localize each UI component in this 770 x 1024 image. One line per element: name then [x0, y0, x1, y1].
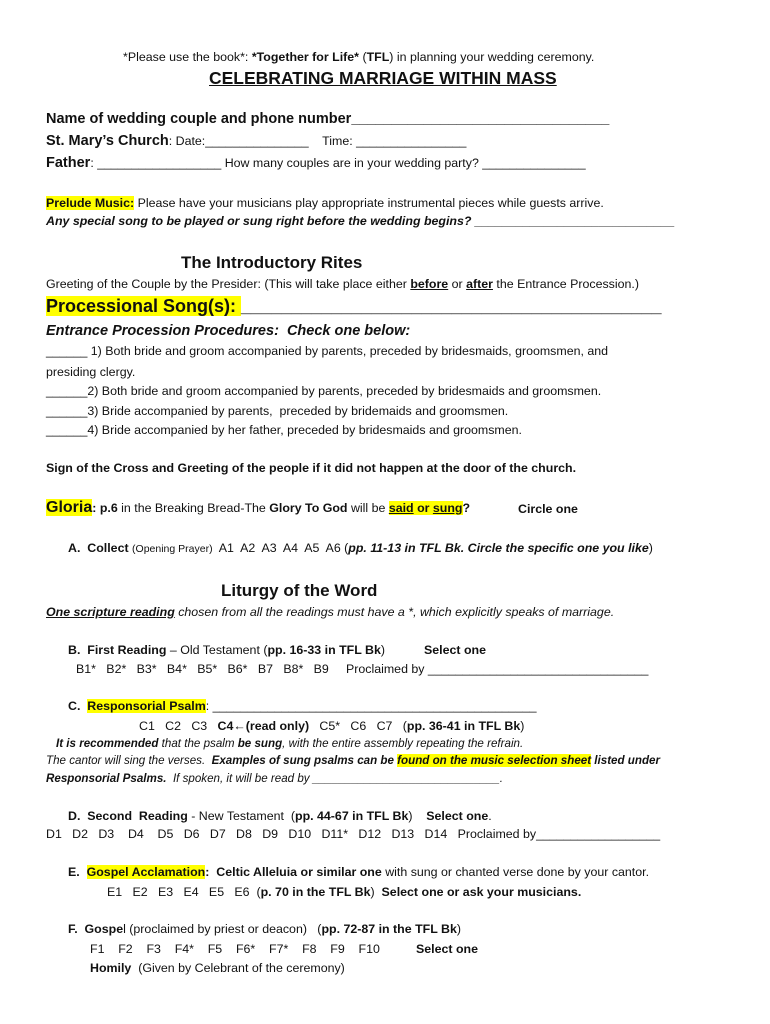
psalm-ref: pp. 36-41 in TFL Bk [406, 719, 521, 733]
introductory-rites-heading: The Introductory Rites [181, 253, 363, 272]
homily-rest: (Given by Celebrant of the ceremony) [131, 961, 345, 975]
second-reading-line [68, 808, 492, 824]
first-reading-line [68, 642, 385, 658]
gospel-accl-close: ) [370, 885, 382, 899]
page-title: CELEBRATING MARRIAGE WITHIN MASS [209, 68, 557, 88]
intro-pre: *Please use the book*: [123, 50, 252, 64]
gospel-label: F. Gospe [68, 922, 124, 936]
gloria-sung: sung [432, 501, 463, 515]
liturgy-rule [46, 604, 614, 620]
first-reading-dash: – Old Testament ( [166, 643, 268, 657]
psalm-cantor-a: The cantor will sing the verses. [46, 754, 212, 767]
psalm-line [68, 698, 537, 714]
greeting-after: after [466, 277, 493, 291]
gloria-text-a: in the Breaking Bread-The [117, 501, 270, 515]
intro-tfl: TFL [366, 50, 390, 64]
prelude-label: Prelude Music: [46, 196, 135, 210]
procedure-option-4: ______4) Bride accompanied by her father, preceded by bridesmaids and groomsmen. [46, 423, 522, 437]
psalm-cantor-c: found on the music selection sheet [397, 754, 592, 767]
collect-close: ) [648, 541, 653, 555]
church-date-time: : Date:_______________ Time: ________________ [168, 134, 467, 148]
collect-paren: (Opening Prayer) [132, 543, 213, 555]
second-reading-dot: . [488, 809, 492, 823]
greeting-text-b: the Entrance Procession.) [492, 277, 639, 291]
psalm-letter: C. [68, 699, 88, 713]
gospel-acclamation-options [107, 884, 581, 900]
church-field [46, 132, 466, 151]
procedure-option-3: ______3) Bride accompanied by parents, preceded by bridemaids and groomsmen. [46, 404, 509, 418]
psalm-opts-b: C5* C6 C7 ( [309, 719, 407, 733]
psalm-label: Responsorial Psalm [87, 699, 206, 713]
second-reading-ref: pp. 44-67 in TFL Bk [295, 809, 409, 823]
second-reading-label: D. Second Reading [68, 809, 188, 823]
intro-mid: ( [359, 50, 367, 64]
prelude-text: Please have your musicians play appropriate instrumental pieces while guests arrive. [134, 196, 604, 210]
second-reading-options: D1 D2 D3 D4 D5 D6 D7 D8 D9 D10 D11* D12 D13 D14 Proclaimed by__________________ [46, 827, 661, 841]
psalm-recommend [56, 736, 523, 752]
intro-book-title: *Together for Life* [251, 50, 359, 64]
gospel-accl-text-a: Celtic Alleluia or similar one [216, 865, 382, 879]
second-reading-dash: - New Testament ( [187, 809, 295, 823]
gloria-circle-one: Circle one [518, 502, 578, 516]
liturgy-heading: Liturgy of the Word [221, 581, 378, 600]
one-scripture-reading: One scripture reading [46, 605, 175, 619]
gospel-accl-label: Gospel Acclamation [86, 865, 206, 879]
psalm-resp-a: Responsorial Psalms. [46, 772, 167, 785]
gospel-accl-text-b: with sung or chanted verse done by your cantor. [381, 865, 650, 879]
homily-label: Homily [90, 961, 132, 975]
gloria-label: Gloria [46, 499, 93, 516]
processional-label: Processional Song(s): [46, 296, 242, 316]
greeting-or: or [448, 277, 467, 291]
gloria-text-b: will be [347, 501, 389, 515]
psalm-rec-d: , with the entire assembly repeating the refrain. [282, 737, 524, 750]
greeting-line [46, 276, 639, 292]
psalm-close: ) [520, 719, 525, 733]
psalm-c4: C4←(read only) [217, 719, 310, 733]
psalm-rec-b: that the psalm [158, 737, 238, 750]
gospel-accl-ref: p. 70 in the TFL Bk [260, 885, 371, 899]
gospel-select: Select one [416, 942, 478, 956]
intro-post: ) in planning your wedding ceremony. [389, 50, 595, 64]
procedures-heading: Entrance Procession Procedures: Check one below: [46, 323, 411, 339]
gloria-page: p.6 [99, 501, 118, 515]
processional-blank: __________________________________________ [241, 296, 662, 316]
prelude-special: Any special song to be played or sung right before the wedding begins? _____________________________ [46, 214, 675, 228]
first-reading-label: B. First Reading [68, 643, 167, 657]
psalm-options [139, 718, 524, 734]
second-reading-select: Select one [426, 809, 489, 823]
first-reading-select: Select one [424, 643, 486, 657]
psalm-opts-a: C1 C2 C3 [139, 719, 218, 733]
couple-field: Name of wedding couple and phone number________________________________ [46, 111, 610, 127]
psalm-rec-c: be sung [237, 737, 283, 750]
homily-line [90, 960, 345, 976]
gloria-colon: : [92, 501, 100, 515]
procedure-option-2: ______2) Both bride and groom accompanied by parents, preceded by bridesmaids and groomsmen. [46, 384, 602, 398]
psalm-rec-a: It is recommended [56, 737, 159, 750]
gospel-line [68, 921, 461, 937]
father-rest: : __________________ How many couples are in your wedding party? _______________ [90, 156, 586, 170]
collect-label: A. Collect [68, 541, 133, 555]
first-reading-close: ) [380, 643, 385, 657]
gospel-accl-letter: E. [68, 865, 87, 879]
psalm-line-blank: : _______________________________________________ [205, 699, 537, 713]
gospel-accl-select: Select one or ask your musicians. [381, 885, 582, 899]
collect-line [68, 540, 653, 557]
psalm-cantor-d: listed under [591, 754, 661, 767]
gloria-line [46, 498, 470, 518]
procedure-option-1a: ______ 1) Both bride and groom accompanied by parents, preceded by bridesmaids, groomsmen, and [46, 344, 609, 358]
psalm-cantor-b: Examples of sung psalms can be [211, 754, 398, 767]
procedure-option-1b: presiding clergy. [46, 365, 136, 379]
gospel-rest: l (proclaimed by priest or deacon) ( [123, 922, 322, 936]
gloria-glory: Glory To God [269, 501, 348, 515]
intro-line [123, 49, 594, 65]
gospel-accl-opts: E1 E2 E3 E4 E5 E6 ( [107, 885, 261, 899]
father-label: Father [46, 155, 91, 171]
gloria-said: said [388, 501, 414, 515]
gospel-acclamation-line [68, 864, 649, 880]
church-label: St. Mary’s Church [46, 133, 169, 149]
collect-ref: pp. 11-13 in TFL Bk. Circle the specific one you like [348, 541, 649, 555]
psalm-resp-b: If spoken, it will be read by _____________________________. [166, 772, 503, 785]
liturgy-rule-text: chosen from all the readings must have a *, which explicitly speaks of marriage. [174, 605, 615, 619]
psalm-cantor [46, 753, 660, 769]
first-reading-ref: pp. 16-33 in TFL Bk [267, 643, 381, 657]
father-field [46, 154, 586, 173]
sign-of-cross: Sign of the Cross and Greeting of the people if it did not happen at the door of the church. [46, 461, 577, 475]
collect-options: A1 A2 A3 A4 A5 A6 ( [212, 541, 349, 555]
gospel-close: ) [456, 922, 461, 936]
prelude-line [46, 195, 604, 211]
processional-line [46, 294, 662, 318]
greeting-text-a: Greeting of the Couple by the Presider: (This will take place either [46, 277, 411, 291]
gospel-options: F1 F2 F3 F4* F5 F6* F7* F8 F9 F10 [90, 942, 380, 956]
greeting-before: before [410, 277, 449, 291]
gloria-or: or [413, 501, 433, 515]
gloria-question: ? [462, 501, 471, 515]
gospel-ref: pp. 72-87 in the TFL Bk [321, 922, 457, 936]
gospel-accl-colon: : [205, 865, 217, 879]
second-reading-close: ) [408, 809, 427, 823]
psalm-responsorial [46, 771, 503, 787]
first-reading-options: B1* B2* B3* B4* B5* B6* B7 B8* B9 Proclaimed by ________________________________ [76, 662, 649, 676]
